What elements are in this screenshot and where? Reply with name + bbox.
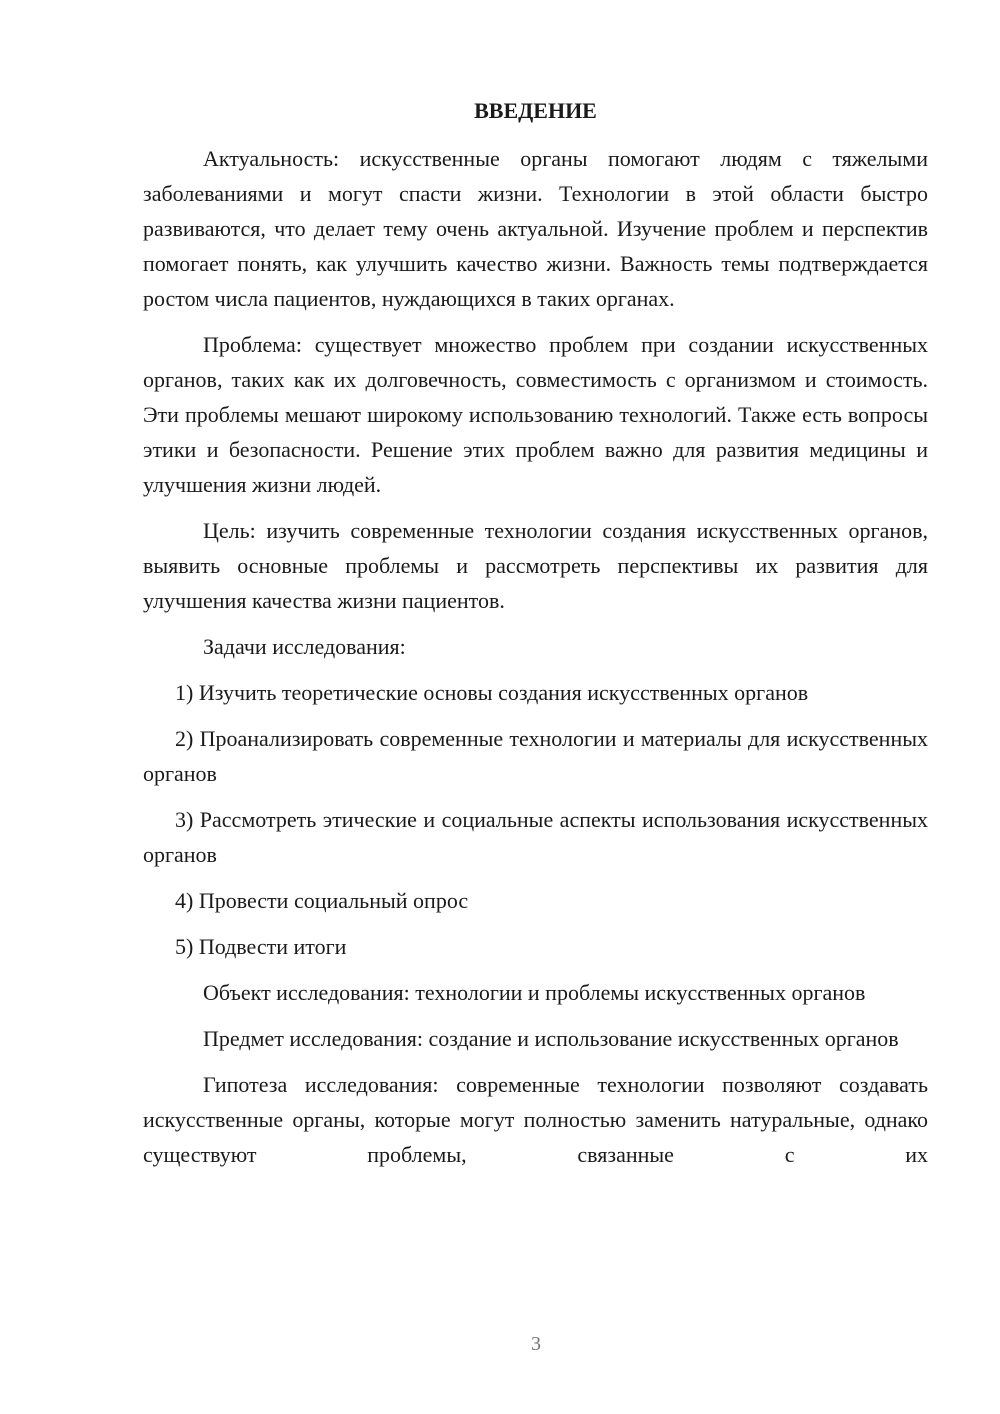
task-item-3: 3) Рассмотреть этические и социальные аспекты использования искусственных органов bbox=[143, 807, 928, 867]
section-heading: ВВЕДЕНИЕ bbox=[474, 98, 597, 123]
tasks-list bbox=[143, 675, 928, 964]
page-content bbox=[143, 93, 928, 1172]
task-item-2: 2) Проанализировать современные технологии и материалы для искусственных органов bbox=[143, 726, 928, 786]
task-item-5: 5) Подвести итоги bbox=[175, 934, 347, 959]
task-item-1: 1) Изучить теоретические основы создания искусственных органов bbox=[175, 680, 809, 705]
paragraph-problem: Проблема: существует множество проблем при создании искусственных органов, таких как их долговечность, совместимость с организмом и стоимость. Эти проблемы мешают широкому использованию технологий. Также есть вопросы этики и безопасности. Решение этих проблем важно для развития медицины и улучшения жизни людей. bbox=[143, 332, 928, 497]
paragraph-relevance: Актуальность: искусственные органы помогают людям с тяжелыми заболеваниями и могут спасти жизни. Технологии в этой области быстро развиваются, что делает тему очень актуальной. Изучение проблем и перспектив помогает понять, как улучшить качество жизни. Важность темы подтверждается ростом числа пациентов, нуждающихся в таких органах. bbox=[143, 146, 928, 311]
paragraph-hypothesis: Гипотеза исследования: современные технологии позволяют создавать искусственные органы, которые могут полностью заменить натуральные, однако существуют проблемы, связанные с их bbox=[143, 1072, 928, 1167]
paragraph-object: Объект исследования: технологии и проблемы искусственных органов bbox=[203, 980, 866, 1005]
paragraph-subject: Предмет исследования: создание и использование искусственных органов bbox=[203, 1026, 899, 1051]
paragraph-goal: Цель: изучить современные технологии создания искусственных органов, выявить основные проблемы и рассмотреть перспективы их развития для улучшения качества жизни пациентов. bbox=[143, 518, 928, 613]
tasks-title: Задачи исследования: bbox=[203, 634, 406, 659]
task-item-4: 4) Провести социальный опрос bbox=[175, 888, 469, 913]
page-number: 3 bbox=[531, 1333, 541, 1355]
